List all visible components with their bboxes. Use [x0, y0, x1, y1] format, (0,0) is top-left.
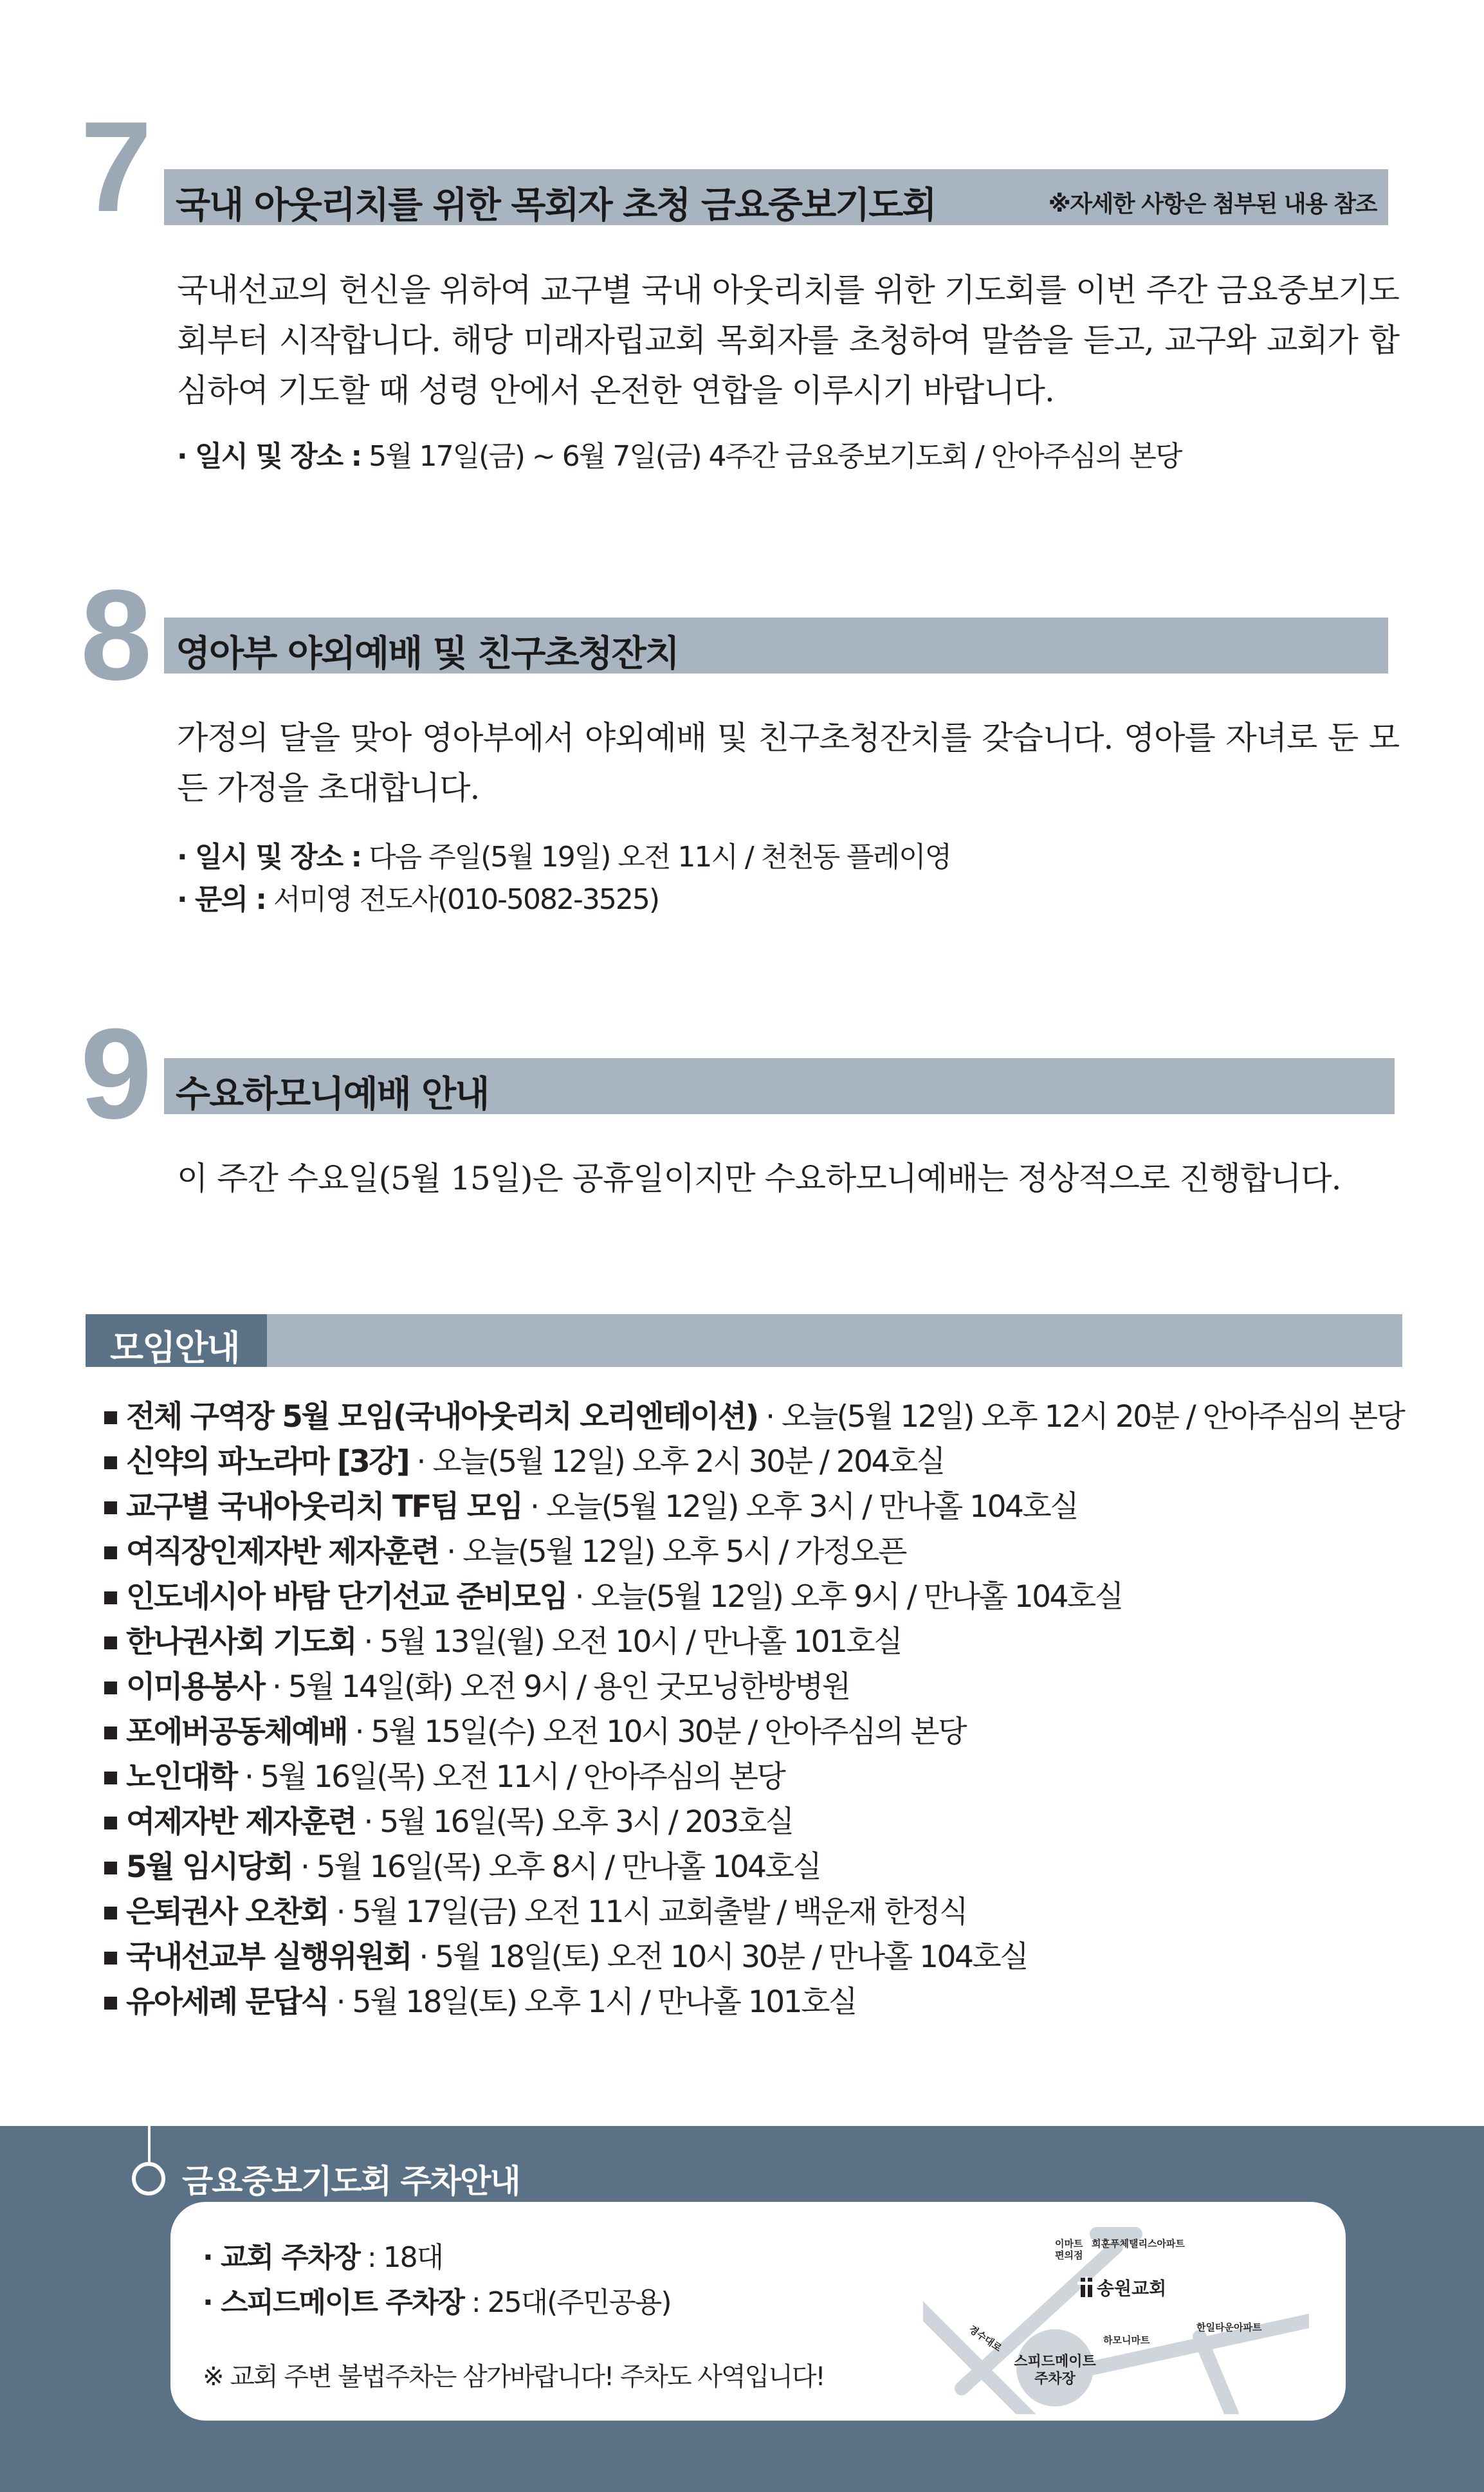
meeting-detail: · 5월 16일(목) 오후 8시 / 만나홀 104호실 [292, 1849, 821, 1885]
section-title-bar [164, 169, 1388, 225]
meeting-item [104, 1620, 1404, 1665]
meeting-item [104, 1755, 1404, 1800]
square-bullet-icon [104, 1501, 117, 1514]
map-label-convenience: 편의점 [1055, 2249, 1083, 2261]
meeting-item [104, 1980, 1404, 2025]
map-label-speedmate-parking: 주차장 [1034, 2371, 1076, 2387]
parking-card [170, 2202, 1346, 2421]
meeting-item [104, 1710, 1404, 1755]
meeting-detail: · 5월 13일(월) 오전 10시 / 만나홀 101호실 [356, 1624, 902, 1660]
meeting-item [104, 1800, 1404, 1845]
meeting-detail: · 5월 15일(수) 오전 10시 30분 / 안아주심의 본당 [347, 1714, 966, 1750]
meeting-name: 인도네시아 바탐 단기선교 준비모임 [126, 1579, 567, 1615]
meeting-name: 신약의 파노라마 [3강] [126, 1444, 409, 1480]
schedule-line [177, 435, 1181, 478]
section-note: ※자세한 사항은 첨부된 내용 참조 [1048, 191, 1377, 217]
square-bullet-icon [104, 1681, 117, 1694]
meeting-detail: · 5월 16일(목) 오후 3시 / 203호실 [356, 1804, 793, 1840]
section-number: 9 [80, 1002, 152, 1146]
section-number: 7 [80, 95, 152, 239]
square-bullet-icon [104, 1907, 117, 1919]
meeting-detail: · 오늘(5월 12일) 오후 9시 / 만나홀 104호실 [567, 1579, 1122, 1615]
section-title: 수요하모니예배 안내 [176, 1074, 489, 1115]
meeting-name: 교구별 국내아웃리치 TF팀 모임 [126, 1489, 522, 1525]
map-label-speedmate: 스피드메이트 [1014, 2354, 1096, 2370]
meeting-detail: · 5월 18일(토) 오후 1시 / 만나홀 101호실 [328, 1984, 856, 2020]
meeting-name: 한나권사회 기도회 [126, 1624, 356, 1660]
meeting-item [104, 1665, 1404, 1710]
meeting-item [104, 1845, 1404, 1890]
square-bullet-icon [104, 1952, 117, 1965]
meetings-title: 모임안내 [110, 1328, 239, 1368]
contact-text: 서미영 전도사(010-5082-3525) [265, 883, 659, 916]
map-label-apt1: 희훈푸체탤리스아파트 [1092, 2238, 1185, 2249]
meeting-detail: · 5월 18일(토) 오전 10시 30분 / 만나홀 104호실 [410, 1939, 1028, 1975]
contact-line [177, 879, 659, 921]
meeting-item [104, 1530, 1404, 1575]
parking-connector-line [148, 2126, 151, 2165]
section-title-bar [164, 1058, 1395, 1114]
meeting-name: 유아세례 문답식 [126, 1984, 329, 2020]
meetings-tab [86, 1314, 267, 1367]
meeting-detail: · 오늘(5월 12일) 오후 12시 20분 / 안아주심의 본당 [757, 1399, 1404, 1434]
meeting-detail: · 오늘(5월 12일) 오후 3시 / 만나홀 104호실 [522, 1489, 1078, 1525]
square-bullet-icon [104, 1411, 117, 1424]
meeting-item [104, 1395, 1404, 1440]
square-bullet-icon [104, 1591, 117, 1604]
section-title: 국내 아웃리치를 위한 목회자 초청 금요중보기도회 [176, 185, 936, 226]
meeting-detail: · 5월 17일(금) 오전 11시 교회출발 / 백운재 한정식 [328, 1894, 967, 1930]
meeting-detail: · 5월 16일(목) 오전 11시 / 안아주심의 본당 [236, 1759, 785, 1795]
schedule-text: 5월 17일(금) ~ 6월 7일(금) 4주간 금요중보기도회 / 안아주심의 본당 [361, 440, 1182, 473]
meeting-name: 노인대학 [126, 1759, 237, 1795]
meeting-item [104, 1935, 1404, 1980]
map-label-hamoni: 하모니마트 [1103, 2334, 1150, 2346]
meeting-name: 5월 임시당회 [126, 1849, 293, 1885]
meeting-name: 이미용봉사 [126, 1669, 264, 1705]
meeting-item [104, 1440, 1404, 1485]
meeting-detail: · 오늘(5월 12일) 오후 5시 / 가정오픈 [438, 1534, 906, 1570]
church-parking-line [203, 2234, 443, 2275]
meeting-item [104, 1890, 1404, 1935]
section-title-bar [164, 618, 1388, 673]
church-parking-label: · 교회 주차장 [203, 2241, 360, 2274]
meeting-name: 국내선교부 실행위원회 [126, 1939, 411, 1975]
meeting-detail: · 오늘(5월 12일) 오후 2시 30분 / 204호실 [408, 1444, 944, 1480]
map-label-church: 송원교회 [1097, 2278, 1167, 2299]
meeting-name: 여직장인제자반 제자훈련 [126, 1534, 439, 1570]
square-bullet-icon [104, 1636, 117, 1649]
speedmate-parking-label: · 스피드메이트 주차장 [203, 2286, 464, 2319]
square-bullet-icon [104, 1817, 117, 1829]
section-paragraph: 이 주간 수요일(5월 15일)은 공휴일이지만 수요하모니예배는 정상적으로 진행합니다. [177, 1160, 1341, 1197]
square-bullet-icon [104, 1456, 117, 1469]
meetings-list [104, 1395, 1404, 2025]
section-title: 영아부 야외예배 및 친구초청잔치 [176, 633, 679, 675]
parking-title: 금요중보기도회 주차안내 [182, 2163, 520, 2200]
square-bullet-icon [104, 1997, 117, 2010]
schedule-line [177, 836, 951, 879]
section-paragraph: 국내선교의 헌신을 위하여 교구별 국내 아웃리치를 위한 기도회를 이번 주간 금요중보기도회부터 시작합니다. 해당 미래자립교회 목회자를 초청하여 말씀을 듣고, 교구와 교회가 합심하여 기도할 때 성령 안에서 온전한 연합을 이루시기 바랍니다. [177, 271, 1399, 409]
meeting-name: 포에버공동체예배 [126, 1714, 347, 1750]
parking-section [0, 2126, 1484, 2492]
meeting-name: 여제자반 제자훈련 [126, 1804, 356, 1840]
meeting-item [104, 1485, 1404, 1530]
meetings-header-bar [86, 1314, 1402, 1367]
section-paragraph: 가정의 달을 맞아 영아부에서 야외예배 및 친구초청잔치를 갖습니다. 영아를 자녀로 둔 모든 가정을 초대합니다. [177, 719, 1399, 807]
schedule-label: · 일시 및 장소 : [177, 440, 362, 473]
square-bullet-icon [104, 1546, 117, 1559]
section-number: 8 [80, 563, 152, 707]
schedule-text: 다음 주일(5월 19일) 오전 11시 / 천천동 플레이영 [361, 841, 951, 874]
map-label-road: 경수대로 [966, 2323, 1004, 2354]
map-label-emart: 이마트 [1055, 2238, 1083, 2249]
square-bullet-icon [104, 1862, 117, 1874]
schedule-label: · 일시 및 장소 : [177, 841, 362, 874]
square-bullet-icon [104, 1772, 117, 1784]
map-label-apt2: 한일타운아파트 [1196, 2322, 1262, 2333]
meeting-detail: · 5월 14일(화) 오전 9시 / 용인 굿모닝한방병원 [264, 1669, 850, 1705]
contact-label: · 문의 : [177, 883, 266, 916]
speedmate-parking-value: : 25대(주민공용) [463, 2286, 671, 2319]
parking-note: ※ 교회 주변 불법주차는 삼가바랍니다! 주차도 사역입니다! [203, 2362, 825, 2392]
parking-circle-icon [132, 2162, 165, 2195]
parking-map [923, 2208, 1309, 2414]
square-bullet-icon [104, 1727, 117, 1739]
church-parking-value: : 18대 [359, 2241, 443, 2274]
meeting-item [104, 1575, 1404, 1620]
meeting-name: 은퇴권사 오찬회 [126, 1894, 329, 1930]
meeting-name: 전체 구역장 5월 모임(국내아웃리치 오리엔테이션) [126, 1399, 758, 1434]
speedmate-parking-line [203, 2279, 671, 2320]
